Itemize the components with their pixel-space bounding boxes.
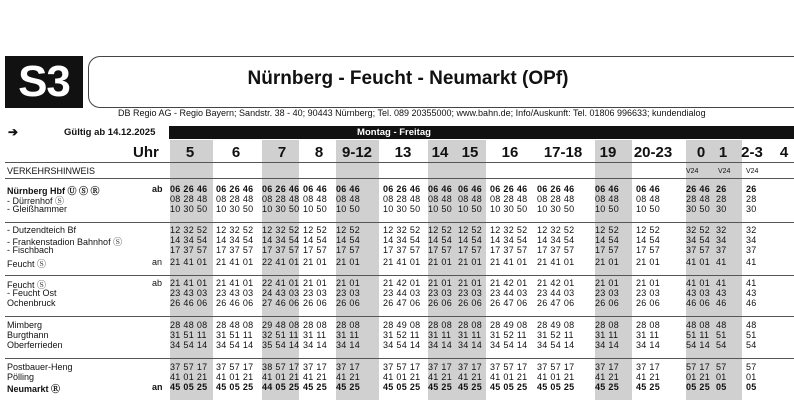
departure-minutes: 22 41 01	[262, 278, 300, 288]
departure-minutes: 23 03	[595, 288, 620, 298]
departure-minutes: 21 41 01	[216, 257, 254, 267]
hour-label: 19	[599, 144, 617, 161]
departure-minutes: 10 50	[428, 204, 453, 214]
departure-minutes: 28 49 08	[383, 320, 421, 330]
divider	[5, 358, 794, 359]
departure-minutes: 06 46	[428, 184, 453, 194]
stop-name: Ochenbruck	[7, 298, 56, 308]
departure-minutes: 41 01 21	[383, 372, 421, 382]
departure-minutes: 12 32 52	[262, 225, 300, 235]
departure-minutes: 31 51 11	[216, 330, 253, 340]
operator-info: DB Regio AG - Regio Bayern; Sandstr. 38 - 40; 90443 Nürnberg; Tel. 089 20355000; www.bahn.de; Info/Auskunft: Tel. 01806 996633; kundendialog	[118, 108, 706, 118]
departure-minutes: 21 01	[303, 257, 328, 267]
departure-minutes: 45 25	[595, 382, 620, 392]
departure-minutes: 06 46	[336, 184, 361, 194]
departure-minutes: 21 01	[595, 278, 620, 288]
departure-minutes: 37 57 17	[170, 362, 208, 372]
departure-minutes: 31 11	[428, 330, 452, 340]
departure-minutes: 06 26 46	[216, 184, 254, 194]
departure-minutes: 21 01	[636, 257, 661, 267]
departure-minutes: 10 30 50	[262, 204, 300, 214]
departure-minutes: 45 25	[636, 382, 661, 392]
departure-minutes: 01 21	[686, 372, 711, 382]
departure-minutes: 37 57 17	[383, 362, 421, 372]
departure-minutes: 14 54	[336, 235, 361, 245]
hour-label: 7	[277, 144, 287, 161]
departure-minutes: 37 57 17	[490, 362, 528, 372]
departure-minutes: 12 32 52	[170, 225, 208, 235]
departure-minutes: 14 54	[636, 235, 661, 245]
departure-minutes: 23 43 03	[170, 288, 208, 298]
departure-minutes: 30	[716, 204, 727, 214]
departure-minutes: 08 28 48	[262, 194, 300, 204]
departure-minutes: 28 08	[303, 320, 328, 330]
departure-minutes: 41 01 21	[170, 372, 208, 382]
stop-name: Nürnberg Hbf Ⓤ Ⓢ Ⓡ	[7, 186, 100, 196]
departure-minutes: 28 48 08	[170, 320, 208, 330]
departure-minutes: 37	[746, 245, 757, 255]
hour-label: 13	[394, 144, 412, 161]
departure-minutes: 08 28 48	[170, 194, 208, 204]
departure-minutes: 48	[746, 320, 757, 330]
departure-minutes: 48	[716, 320, 727, 330]
departure-minutes: 45 05 25	[170, 382, 208, 392]
departure-minutes: 12 32 52	[383, 225, 421, 235]
departure-minutes: 12 52	[458, 225, 483, 235]
departure-minutes: 23 03	[303, 288, 328, 298]
departure-minutes: 32	[746, 225, 757, 235]
departure-minutes: 51	[746, 330, 757, 340]
departure-minutes: 28 08	[458, 320, 483, 330]
stop-name: Feucht Ⓢ	[7, 259, 47, 269]
departure-minutes: 37 57 17	[216, 362, 254, 372]
departure-minutes: 17 37 57	[216, 245, 254, 255]
divider	[5, 178, 794, 179]
departure-minutes: 43 03	[686, 288, 711, 298]
departure-minutes: 34 54 14	[216, 340, 254, 350]
departure-minutes: 34 14	[636, 340, 661, 350]
departure-minutes: 43	[746, 288, 757, 298]
departure-minutes: 23 44 03	[537, 288, 575, 298]
departure-minutes: 37 17	[636, 362, 661, 372]
departure-minutes: 17 57	[336, 245, 361, 255]
departure-minutes: 31 11	[636, 330, 660, 340]
departure-minutes: 21 01	[303, 278, 328, 288]
departure-minutes: 41 01 21	[490, 372, 528, 382]
departure-minutes: 45 05 25	[490, 382, 528, 392]
departure-minutes: 26 06	[303, 298, 328, 308]
departure-minutes: 26 47 06	[383, 298, 421, 308]
departure-minutes: 41 01 21	[262, 372, 300, 382]
departure-minutes: 32	[716, 225, 727, 235]
shaded-column	[595, 140, 632, 400]
departure-minutes: 30 50	[686, 204, 711, 214]
hour-label: 17-18	[543, 144, 583, 161]
stop-name: - Feucht Ost	[7, 288, 57, 298]
departure-minutes: 37 17	[458, 362, 483, 372]
departure-minutes: 37	[716, 245, 727, 255]
departure-minutes: 34 54 14	[170, 340, 208, 350]
departure-minutes: 41 21	[636, 372, 661, 382]
departure-minutes: 17 57	[636, 245, 661, 255]
departure-minutes: 06 46	[458, 184, 483, 194]
departure-minutes: 31 11	[336, 330, 360, 340]
departure-minutes: 21 41 01	[216, 278, 254, 288]
departure-minutes: 26 06	[636, 298, 661, 308]
hour-label: 1	[718, 144, 728, 161]
departure-minutes: 08 48	[303, 194, 328, 204]
departure-minutes: 23 03	[636, 288, 661, 298]
departure-minutes: 28 48	[686, 194, 711, 204]
departure-minutes: 12 52	[303, 225, 328, 235]
departure-minutes: 26 06	[595, 298, 620, 308]
departure-minutes: 51	[716, 330, 727, 340]
departure-minutes: 23 44 03	[383, 288, 421, 298]
departure-minutes: 23 03	[458, 288, 483, 298]
departure-minutes: 10 50	[303, 204, 328, 214]
departure-minutes: 31 52 11	[383, 330, 420, 340]
departure-minutes: 28 08	[636, 320, 661, 330]
departure-minutes: 21 41 01	[170, 257, 208, 267]
departure-minutes: 34 54 14	[537, 340, 575, 350]
arrival-departure-marker: ab	[152, 278, 163, 288]
departure-minutes: 28 08	[428, 320, 453, 330]
departure-minutes: 10 50	[636, 204, 661, 214]
departure-minutes: 21 01	[336, 257, 361, 267]
departure-minutes: 46	[746, 298, 757, 308]
departure-minutes: 46	[716, 298, 727, 308]
departure-minutes: 37 57 17	[537, 362, 575, 372]
departure-minutes: 45 25	[336, 382, 361, 392]
stop-name: - Gleißhammer	[7, 204, 68, 214]
departure-minutes: 08 28 48	[490, 194, 528, 204]
shaded-column	[336, 140, 379, 400]
departure-minutes: 26	[716, 184, 727, 194]
hour-label: 5	[185, 144, 195, 161]
departure-minutes: 05	[716, 382, 727, 392]
departure-minutes: 31 11	[303, 330, 327, 340]
departure-minutes: 23 03	[336, 288, 361, 298]
hour-label: 9-12	[341, 144, 373, 161]
stop-name: - Frankenstadion Bahnhof Ⓢ	[7, 237, 123, 247]
departure-minutes: 08 28 48	[383, 194, 421, 204]
stop-name: Postbauer-Heng	[7, 362, 73, 372]
departure-minutes: 28	[716, 194, 727, 204]
departure-minutes: 34 54	[686, 235, 711, 245]
departure-minutes: 06 46	[595, 184, 620, 194]
hour-label: 14	[431, 144, 449, 161]
departure-minutes: 34 14	[303, 340, 328, 350]
departure-minutes: 06 26 46	[490, 184, 528, 194]
departure-minutes: 14 34 54	[537, 235, 575, 245]
day-band-label: Montag - Freitag	[357, 127, 431, 138]
departure-minutes: 21 42 01	[383, 278, 421, 288]
departure-minutes: 10 30 50	[537, 204, 575, 214]
departure-minutes: 08 48	[336, 194, 361, 204]
departure-minutes: 10 50	[595, 204, 620, 214]
departure-minutes: 45 05 25	[537, 382, 575, 392]
departure-minutes: 05 25	[686, 382, 711, 392]
departure-minutes: 21 01	[458, 278, 483, 288]
departure-minutes: 22 41 01	[262, 257, 300, 267]
departure-minutes: 14 54	[458, 235, 483, 245]
arrival-departure-marker: ab	[152, 184, 163, 194]
hour-row-label: Uhr	[133, 144, 159, 161]
departure-minutes: 10 30 50	[383, 204, 421, 214]
departure-minutes: 28 08	[336, 320, 361, 330]
valid-from-label: Gültig ab 14.12.2025	[64, 127, 156, 138]
departure-minutes: 26 46	[686, 184, 711, 194]
shaded-column	[262, 140, 299, 400]
departure-minutes: 17 37 57	[490, 245, 528, 255]
departure-minutes: 01	[716, 372, 727, 382]
departure-minutes: 10 30 50	[490, 204, 528, 214]
divider	[5, 222, 794, 223]
departure-minutes: 26 06	[428, 298, 453, 308]
shaded-column	[686, 140, 742, 400]
departure-minutes: 41 21	[336, 372, 361, 382]
divider	[5, 275, 794, 276]
departure-minutes: 41 21	[595, 372, 620, 382]
departure-minutes: 41	[716, 257, 727, 267]
departure-minutes: 41	[716, 278, 727, 288]
stop-name: Pölling	[7, 372, 35, 382]
departure-minutes: 45 25	[458, 382, 483, 392]
departure-minutes: 08 48	[595, 194, 620, 204]
departure-minutes: 14 34 54	[490, 235, 528, 245]
departure-minutes: 31 52 11	[490, 330, 527, 340]
departure-minutes: 17 37 57	[262, 245, 300, 255]
departure-minutes: 06 26 46	[170, 184, 208, 194]
departure-minutes: 21 42 01	[537, 278, 575, 288]
departure-minutes: 05	[746, 382, 757, 392]
departure-minutes: 34	[746, 235, 757, 245]
departure-minutes: 17 57	[428, 245, 453, 255]
departure-minutes: 12 52	[428, 225, 453, 235]
shaded-column	[170, 140, 213, 400]
departure-minutes: 14 34 54	[383, 235, 421, 245]
stop-name: - Dürrenhof Ⓢ	[7, 196, 65, 206]
direction-arrow-icon: ➔	[8, 125, 19, 139]
departure-minutes: 27 46 06	[262, 298, 300, 308]
departure-minutes: 54	[746, 340, 757, 350]
divider	[5, 316, 794, 317]
departure-minutes: 14 34 54	[170, 235, 208, 245]
departure-minutes: 26 06	[458, 298, 483, 308]
departure-minutes: 34 14	[428, 340, 453, 350]
departure-minutes: 35 54 14	[262, 340, 300, 350]
departure-minutes: 41 21	[428, 372, 453, 382]
departure-minutes: 12 52	[595, 225, 620, 235]
departure-minutes: 21 01	[428, 257, 453, 267]
departure-minutes: 28 49 08	[537, 320, 575, 330]
v24-note: V24	[718, 168, 731, 175]
departure-minutes: 17 57	[303, 245, 328, 255]
departure-minutes: 51 11	[686, 330, 710, 340]
departure-minutes: 26 47 06	[490, 298, 528, 308]
departure-minutes: 54	[716, 340, 727, 350]
stop-name: - Dutzendteich Bf	[7, 225, 77, 235]
departure-minutes: 23 03	[428, 288, 453, 298]
departure-minutes: 21 41 01	[490, 257, 528, 267]
hour-label: 2-3	[741, 144, 763, 161]
departure-minutes: 43	[716, 288, 727, 298]
departure-minutes: 12 32 52	[216, 225, 254, 235]
departure-minutes: 06 46	[303, 184, 328, 194]
departure-minutes: 41 01	[686, 257, 711, 267]
departure-minutes: 30	[746, 204, 757, 214]
stop-name: Burgthann	[7, 330, 49, 340]
departure-minutes: 57	[716, 362, 727, 372]
departure-minutes: 44 05 25	[262, 382, 300, 392]
departure-minutes: 29 48 08	[262, 320, 300, 330]
departure-minutes: 41 21	[303, 372, 328, 382]
departure-minutes: 08 28 48	[216, 194, 254, 204]
departure-minutes: 37 17	[303, 362, 328, 372]
departure-minutes: 21 01	[595, 257, 620, 267]
departure-minutes: 26	[746, 184, 757, 194]
departure-minutes: 34 54 14	[383, 340, 421, 350]
departure-minutes: 26 46 06	[216, 298, 254, 308]
departure-minutes: 26 46 06	[170, 298, 208, 308]
hour-label: 15	[461, 144, 479, 161]
hour-label: 8	[314, 144, 324, 161]
departure-minutes: 37 17	[595, 362, 620, 372]
line-badge: S3	[5, 56, 83, 108]
departure-minutes: 21 01	[336, 278, 361, 288]
departure-minutes: 41 21	[458, 372, 483, 382]
v24-note: V24	[746, 168, 759, 175]
departure-minutes: 06 46	[636, 184, 661, 194]
departure-minutes: 21 01	[428, 278, 453, 288]
departure-minutes: 21 42 01	[490, 278, 528, 288]
departure-minutes: 21 41 01	[537, 257, 575, 267]
departure-minutes: 23 44 03	[490, 288, 528, 298]
departure-minutes: 17 37 57	[170, 245, 208, 255]
shaded-column	[428, 140, 486, 400]
departure-minutes: 57	[746, 362, 757, 372]
departure-minutes: 17 37 57	[383, 245, 421, 255]
departure-minutes: 08 48	[458, 194, 483, 204]
departure-minutes: 21 01	[458, 257, 483, 267]
departure-minutes: 12 32 52	[490, 225, 528, 235]
departure-minutes: 10 50	[458, 204, 483, 214]
departure-minutes: 34 14	[458, 340, 483, 350]
departure-minutes: 08 48	[636, 194, 661, 204]
departure-minutes: 14 34 54	[216, 235, 254, 245]
v24-note: V24	[686, 168, 699, 175]
departure-minutes: 45 05 25	[383, 382, 421, 392]
departure-minutes: 45 25	[428, 382, 453, 392]
route-title: Nürnberg - Feucht - Neumarkt (OPf)	[247, 68, 569, 89]
departure-minutes: 26 47 06	[537, 298, 575, 308]
departure-minutes: 31 11	[595, 330, 619, 340]
departure-minutes: 34 54 14	[490, 340, 528, 350]
departure-minutes: 08 48	[428, 194, 453, 204]
departure-minutes: 17 57	[595, 245, 620, 255]
departure-minutes: 17 57	[458, 245, 483, 255]
departure-minutes: 46 06	[686, 298, 711, 308]
departure-minutes: 31 51 11	[170, 330, 207, 340]
departure-minutes: 12 52	[636, 225, 661, 235]
departure-minutes: 14 54	[428, 235, 453, 245]
departure-minutes: 28	[746, 194, 757, 204]
departure-minutes: 31 52 11	[537, 330, 574, 340]
departure-minutes: 06 26 46	[262, 184, 300, 194]
hour-label: 20-23	[633, 144, 673, 161]
departure-minutes: 38 57 17	[262, 362, 300, 372]
departure-minutes: 21 01	[636, 278, 661, 288]
departure-minutes: 17 37 57	[537, 245, 575, 255]
hour-label: 4	[779, 144, 789, 161]
departure-minutes: 10 30 50	[216, 204, 254, 214]
departure-minutes: 28 08	[595, 320, 620, 330]
departure-minutes: 14 54	[303, 235, 328, 245]
departure-minutes: 41 01 21	[216, 372, 254, 382]
hour-label: 0	[696, 144, 706, 161]
departure-minutes: 21 41 01	[170, 278, 208, 288]
departure-minutes: 41 01	[686, 278, 711, 288]
departure-minutes: 12 32 52	[537, 225, 575, 235]
departure-minutes: 41	[746, 257, 757, 267]
departure-minutes: 45 05 25	[216, 382, 254, 392]
departure-minutes: 08 28 48	[537, 194, 575, 204]
departure-minutes: 34 14	[595, 340, 620, 350]
departure-minutes: 06 26 46	[383, 184, 421, 194]
stop-name: - Fischbach	[7, 245, 54, 255]
departure-minutes: 41	[746, 278, 757, 288]
departure-minutes: 28 49 08	[490, 320, 528, 330]
departure-minutes: 26 06	[336, 298, 361, 308]
arrival-departure-marker: an	[152, 257, 163, 267]
departure-minutes: 01	[746, 372, 757, 382]
departure-minutes: 28 48 08	[216, 320, 254, 330]
departure-minutes: 10 30 50	[170, 204, 208, 214]
departure-minutes: 37 17	[428, 362, 453, 372]
departure-minutes: 31 11	[458, 330, 482, 340]
stop-name: Neumarkt Ⓡ	[7, 384, 61, 394]
departure-minutes: 37 57	[686, 245, 711, 255]
hour-label: 16	[501, 144, 519, 161]
departure-minutes: 12 52	[336, 225, 361, 235]
departure-minutes: 57 17	[686, 362, 711, 372]
departure-minutes: 34	[716, 235, 727, 245]
departure-minutes: 21 41 01	[383, 257, 421, 267]
stop-name: Mimberg	[7, 320, 43, 330]
stop-name: Oberferrieden	[7, 340, 63, 350]
departure-minutes: 23 43 03	[216, 288, 254, 298]
departure-minutes: 34 14	[336, 340, 361, 350]
departure-minutes: 32 51 11	[262, 330, 299, 340]
departure-minutes: 14 54	[595, 235, 620, 245]
divider	[5, 162, 794, 163]
departure-minutes: 54 14	[686, 340, 711, 350]
departure-minutes: 10 50	[336, 204, 361, 214]
arrival-departure-marker: an	[152, 382, 163, 392]
departure-minutes: 32 52	[686, 225, 711, 235]
hour-label: 6	[231, 144, 241, 161]
stop-name: Feucht Ⓢ	[7, 280, 47, 290]
departure-minutes: 06 26 46	[537, 184, 575, 194]
departure-minutes: 14 34 54	[262, 235, 300, 245]
notice-label: VERKEHRSHINWEIS	[7, 166, 96, 176]
departure-minutes: 24 43 03	[262, 288, 300, 298]
departure-minutes: 37 17	[336, 362, 361, 372]
departure-minutes: 41 01 21	[537, 372, 575, 382]
departure-minutes: 45 25	[303, 382, 328, 392]
departure-minutes: 48 08	[686, 320, 711, 330]
